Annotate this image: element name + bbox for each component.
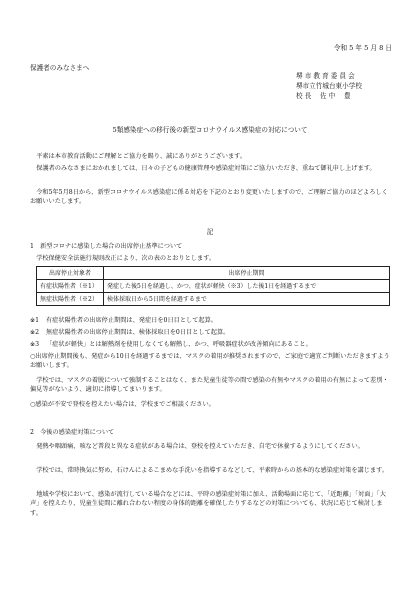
intro-paragraph-3: 令和5年5月8日から、新型コロナウイルス感染症に係る対応を下記のとおり変更いたしますので、ご理解ご協力のほどよろしくお願いいたします。: [30, 189, 388, 206]
note-text: 「症状が軽快」とは解熱剤を使用しなくても解熱し、かつ、呼吸器症状が改善傾向にあること。: [46, 341, 312, 348]
note-text: 無症状陽性者の出席停止期間は、検体採取日を0日目として起算。: [46, 329, 230, 336]
section2-paragraph-1: 発熱や咽頭痛、咳など普段と異なる症状がある場合は、登校を控えていただき、自宅で休養するようにしてください。: [36, 443, 364, 450]
document-date: 令和 5 年 5 月 8 日: [333, 44, 392, 52]
intro-paragraph-2: 保護者のみなさまにおかれましては、日々の子どもの健康管理や感染症対策にご協力いただき、重ねて御礼申し上げます。: [36, 165, 376, 172]
table-header-cell: 出席停止対象者: [37, 267, 104, 280]
sender-organization: 堺 市 教 育 委 員 会: [296, 72, 355, 80]
section2-paragraph-2: 学校では、常時換気に努め、石けんによるこまめな手洗いを指導するなどして、平素時からの基本的な感染症対策を講じます。: [36, 467, 389, 474]
recipient-line: 保護者のみなさまへ: [30, 64, 90, 72]
table-cell: 無症状陽性者（※2）: [37, 293, 104, 306]
section1-lead: 学校保健安全法施行規則改正により、次の表のとおりとします。: [36, 255, 216, 262]
mask-policy-paragraph: 学校では、マスクの着脱について強制することはなく、また児童生徒等の間で感染の有無やマスクの着用の有無によって差別・偏見等がないよう、適切に指導してまいります。: [30, 377, 389, 394]
consultation-paragraph: ○感染が不安で登校を控えたい場合は、学校までご相談ください。: [30, 401, 215, 408]
note-2: [30, 328, 392, 337]
note-text: 有症状陽性者の出席停止期間は、発症日を0日目として起算。: [46, 317, 217, 324]
section2-heading: 2 今後の感染症対策について: [30, 429, 115, 436]
sender-principal: 校 長 佐 中 豊: [296, 92, 351, 101]
note-mark: ※2: [30, 329, 40, 336]
table-cell: 有症状陽性者（※1）: [37, 280, 104, 293]
mask-guidance-paragraph: ○出席停止期間後も、発症から10日を経過するまでは、マスクの着用が推奨されますので、ご家庭で適宜ご判断いただきますようお願いします。: [30, 353, 390, 370]
attendance-suspension-table: [36, 266, 390, 306]
table-row: [37, 293, 390, 306]
note-mark: ※3: [30, 341, 40, 348]
document-title: 5類感染症への移行後の新型コロナウイルス感染症の対応について: [112, 126, 308, 134]
section2-paragraph-3: 地域や学校において、感染が流行している場合などには、平時の感染症対策に加え、活動場面に応じて、「近距離」「対面」「大声」を控えたり、児童生徒間に離れ合わない程度の身体的距離を確保したりするなどの対策についても、状況に応じて検討します。: [30, 491, 386, 517]
intro-paragraph-1: 平素は本市教育活動にご理解とご協力を賜り、誠にありがとうございます。: [36, 153, 247, 160]
section1-heading: 1 新型コロナに感染した場合の出席停止基準について: [30, 243, 183, 250]
table-header-row: [37, 267, 390, 280]
sender-block: [296, 71, 362, 102]
ki-heading: 記: [206, 228, 214, 236]
note-mark: ※1: [30, 317, 40, 324]
table-header-cell: 出席停止期間: [104, 267, 390, 280]
table-cell: 発症した後5日を経過し、かつ、症状が軽快（※3）した後1日を経過するまで: [104, 280, 390, 293]
table-cell: 検体採取日から5日間を経過するまで: [104, 293, 390, 306]
sender-school: 堺市立竹城台東小学校: [296, 82, 362, 91]
note-1: [30, 316, 392, 325]
table-row: [37, 280, 390, 293]
note-3: [30, 340, 392, 349]
